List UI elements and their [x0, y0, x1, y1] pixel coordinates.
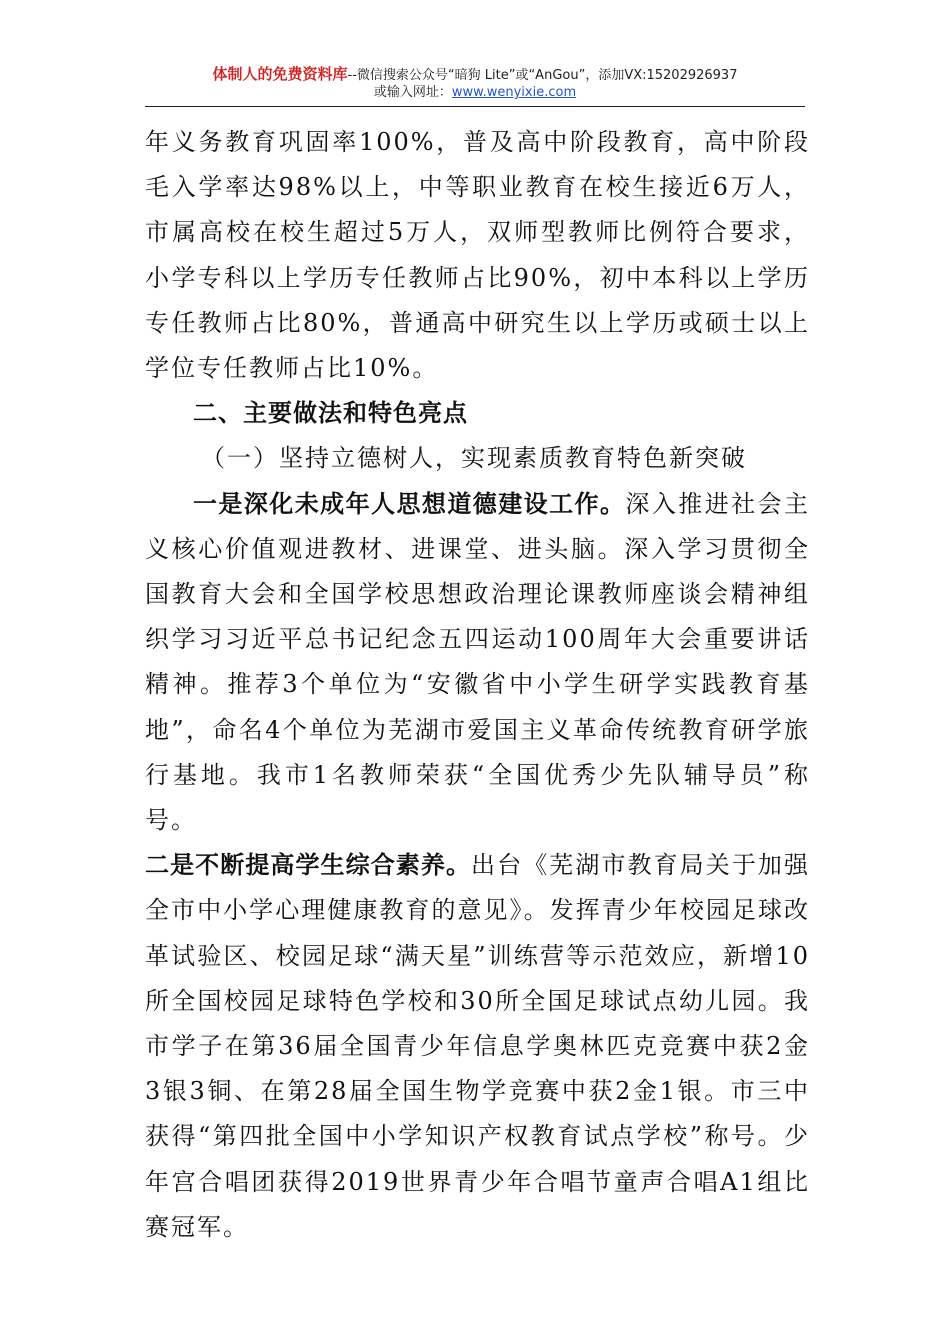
paragraph-lead: 二是不断提高学生综合素养。 [145, 851, 472, 880]
paragraph-text: 出台《芜湖市教育局关于加强全市中小学心理健康教育的意见》。发挥青少年校园足球改革试验区、校园足球“满天星”训练营等示范效应，新增10所全国校园足球特色学校和30所全国足球试点幼儿园。我市学子在第36届全国青少年信息学奥林匹克竞赛中获2金3银3铜、在第28届全国生物学竞赛中获2金1银。市三中获得“第四批全国中小学知识产权教育试点学校”称号。少年宫合唱团获得2019世界青少年合唱节童声合唱A1组比赛冠军。 [145, 851, 811, 1241]
header-divider [145, 106, 805, 107]
page-header [145, 66, 805, 101]
header-notice: --微信搜索公众号“暗狗 Lite”或“AnGou”，添加VX:15202926937 [347, 68, 738, 83]
header-line-1 [145, 66, 805, 84]
header-brand: 体制人的免费资料库 [212, 65, 348, 83]
paragraph-moral-education [145, 482, 810, 844]
section-heading: 二、主要做法和特色亮点 [193, 399, 468, 428]
header-line-2 [145, 84, 805, 101]
paragraph-student-quality [145, 843, 810, 1250]
paragraph-text: 深入推进社会主义核心价值观进教材、进课堂、进头脑。深入学习贯彻全国教育大会和全国学校思想政治理论课教师座谈会精神组织学习习近平总书记纪念五四运动100周年大会重要讲话精神。推荐3个单位为“安徽省中小学生研学实践教育基地”，命名4个单位为芜湖市爱国主义革命传统教育研学旅行基地。我市1名教师荣获“全国优秀少先队辅导员”称号。 [145, 489, 810, 835]
header-website-prefix: 或输入网址： [373, 85, 452, 100]
subsection-heading: （一）坚持立德树人，实现素质教育特色新突破 [201, 444, 747, 473]
header-website-link[interactable]: www.wenyixie.com [451, 85, 577, 100]
document-body [145, 120, 810, 1250]
paragraph-enrollment-stats: 年义务教育巩固率100%，普及高中阶段教育，高中阶段毛入学率达98%以上，中等职业教育在校生接近6万人，市属高校在校生超过5万人，双师型教师比例符合要求，小学专科以上学历专任教师占比90%，初中本科以上学历专任教师占比80%，普通高中研究生以上学历或硕士以上学位专任教师占比10%。 [145, 128, 810, 383]
paragraph-lead: 一是深化未成年人思想道德建设工作。 [193, 489, 626, 518]
